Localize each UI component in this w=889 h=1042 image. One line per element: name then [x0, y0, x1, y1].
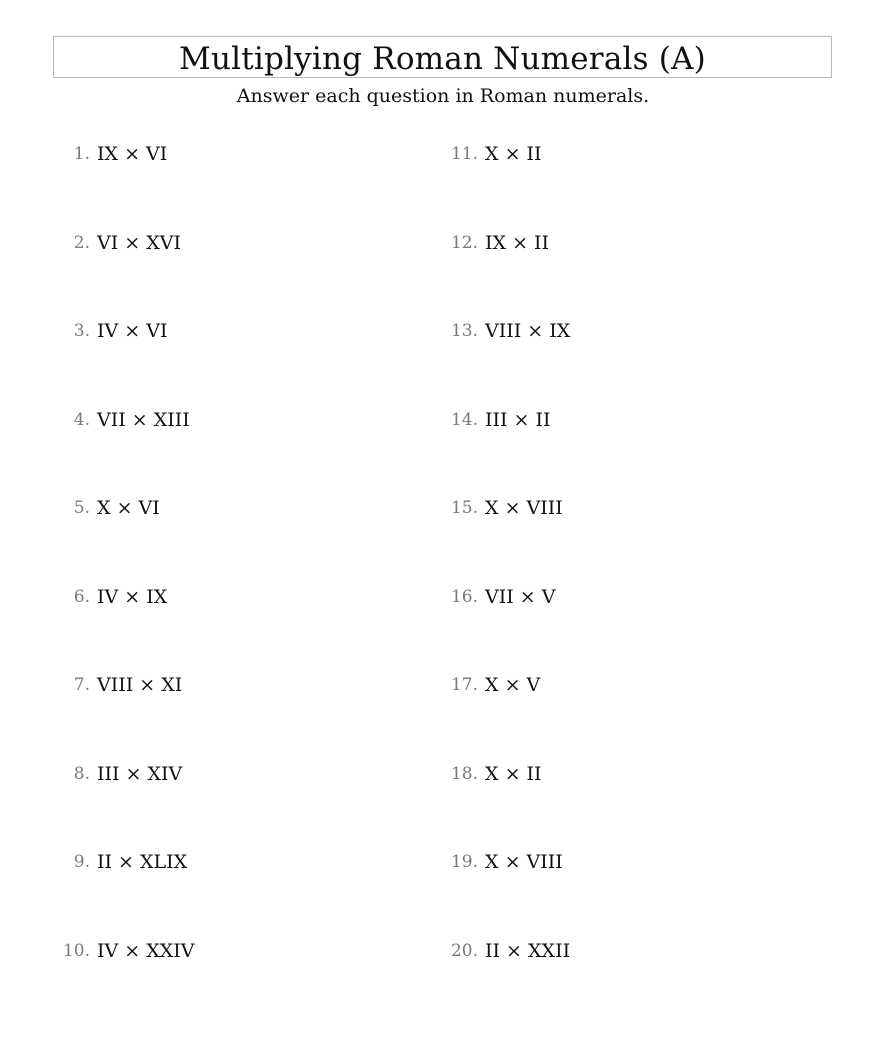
question-item — [52, 229, 195, 318]
question-number: 1. — [73, 144, 90, 164]
question-number: 3. — [73, 321, 90, 341]
question-text: VII × XIII — [97, 408, 190, 431]
question-item — [440, 937, 570, 1026]
question-text: IX × II — [485, 231, 550, 254]
question-number: 14. — [450, 409, 478, 430]
question-number: 20. — [450, 940, 478, 961]
question-item — [440, 760, 570, 849]
question-number: 18. — [450, 763, 478, 784]
questions-column-left — [52, 140, 195, 1025]
question-item — [440, 406, 570, 495]
question-text: VI × XVI — [97, 231, 181, 254]
question-text: X × VIII — [485, 851, 563, 873]
question-item — [52, 671, 195, 760]
question-item — [52, 583, 195, 672]
question-number: 17. — [450, 675, 478, 695]
worksheet-subtitle: Answer each question in Roman numerals. — [236, 85, 650, 107]
question-item — [52, 937, 195, 1026]
question-item — [440, 848, 570, 937]
question-item — [440, 140, 570, 229]
question-number: 4. — [73, 409, 90, 430]
question-number: 2. — [73, 232, 90, 253]
question-item — [440, 317, 570, 406]
question-item — [440, 671, 570, 760]
questions-column-right — [440, 140, 570, 1025]
question-text: VIII × XI — [97, 674, 183, 696]
question-item — [52, 317, 195, 406]
question-number: 10. — [62, 940, 90, 961]
question-text: IV × VI — [97, 320, 168, 342]
question-number: 11. — [450, 144, 478, 164]
worksheet-title: Multiplying Roman Numerals (A) — [179, 41, 706, 77]
question-text: X × VI — [97, 497, 160, 519]
question-number: 16. — [450, 586, 478, 607]
question-text: X × II — [485, 762, 542, 785]
question-text: III × II — [485, 408, 551, 431]
question-number: 7. — [73, 675, 90, 695]
question-text: III × XIV — [97, 762, 183, 785]
question-number: 13. — [450, 321, 478, 341]
question-text: IV × IX — [97, 585, 168, 608]
question-item — [52, 140, 195, 229]
question-number: 12. — [450, 232, 478, 253]
question-text: IV × XXIV — [97, 939, 195, 962]
question-number: 8. — [73, 763, 90, 784]
question-text: X × VIII — [485, 497, 563, 519]
question-item — [52, 760, 195, 849]
question-number: 6. — [73, 586, 90, 607]
title-box — [53, 36, 832, 78]
question-item — [52, 494, 195, 583]
question-number: 19. — [450, 852, 478, 872]
question-text: IX × VI — [97, 143, 168, 165]
question-text: II × XXII — [485, 939, 571, 962]
question-text: II × XLIX — [97, 851, 188, 873]
question-item — [52, 406, 195, 495]
question-number: 15. — [450, 498, 478, 518]
question-item — [440, 494, 570, 583]
question-item — [440, 583, 570, 672]
question-text: X × V — [485, 674, 541, 696]
question-text: VIII × IX — [485, 320, 571, 342]
question-text: X × II — [485, 143, 542, 165]
question-number: 9. — [73, 852, 90, 872]
question-item — [440, 229, 570, 318]
question-number: 5. — [73, 498, 90, 518]
question-item — [52, 848, 195, 937]
question-text: VII × V — [485, 585, 556, 608]
